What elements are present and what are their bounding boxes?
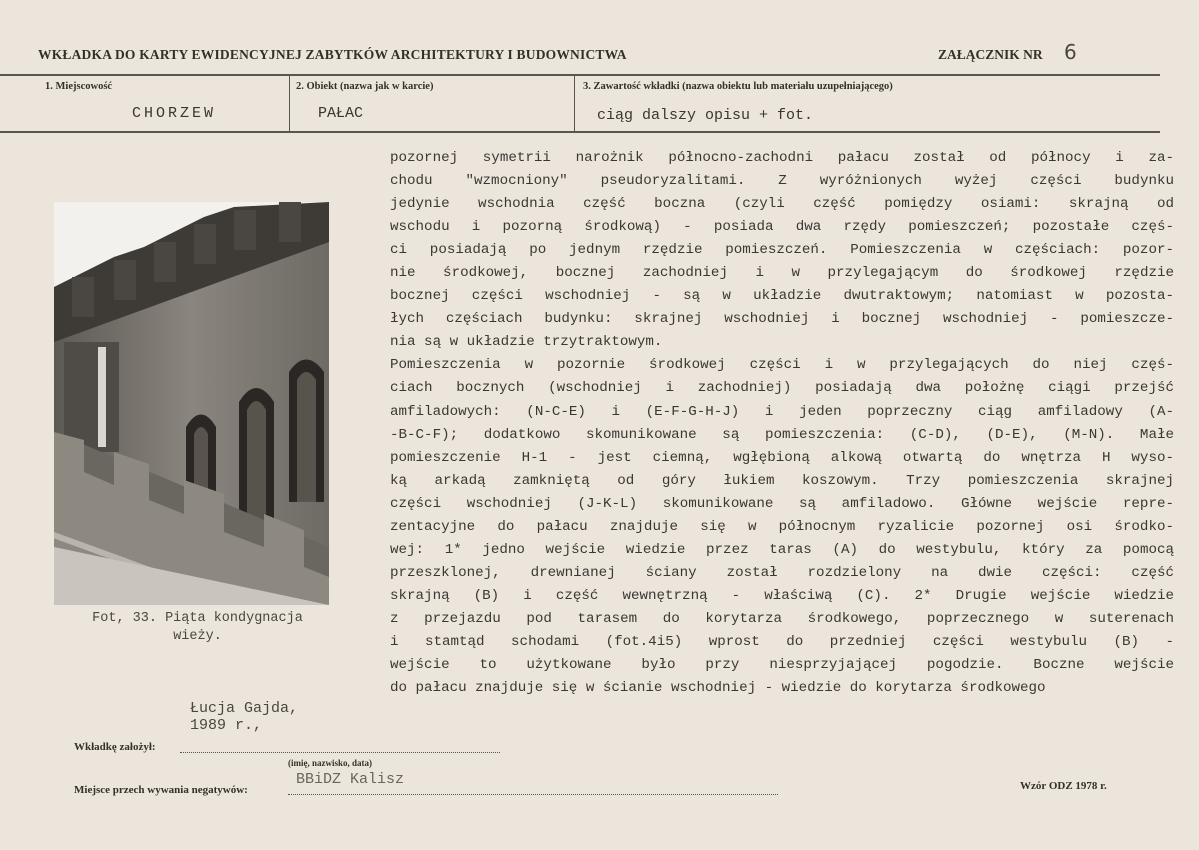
signature — [190, 700, 298, 734]
form-version-label: Wzór ODZ 1978 r. — [1020, 780, 1107, 792]
body-line: wschodu i pozorną środkową) - posiada dwa rzędy pomieszczeń; pozostałe częś- — [390, 219, 1174, 236]
body-line: bocznej części wschodniej - są w układzie dwutraktowym; natomiast w pozosta- — [390, 288, 1174, 305]
object-label: 2. Obiekt (nazwa jak w karcie) — [296, 81, 434, 92]
body-line: -B-C-F); dodatkowo skomunikowane są pomieszczenia: (C-D), (D-E), (M-N). Małe — [390, 426, 1174, 443]
negatives-label: Miejsce przech wywania negatywów: — [74, 784, 248, 796]
body-line: pomieszczenie H-1 - jest ciemną, wgłębioną alkową otwartą do wnętrza H wyso- — [390, 449, 1174, 466]
annex-number: 6 — [1064, 40, 1077, 64]
body-line: skrajną (B) i część wewnętrzną - właściwą (C). 2* Drugie wejście wiedzie — [390, 587, 1174, 604]
created-by-line — [180, 752, 500, 753]
body-line: ci posiadają po jednym rzędzie pomieszczeń. Pomieszczenia w częściach: pozor- — [390, 242, 1174, 259]
body-line: zentacyjne do pałacu znajduje się w północnym ryzalicie pozornej osi środko- — [390, 518, 1174, 535]
body-line: do pałacu znajduje się w ścianie wschodniej - wiedzie do korytarza środkowego — [390, 680, 1046, 697]
locality-label: 1. Miejscowość — [45, 81, 113, 92]
header-bottom-rule — [0, 131, 1160, 133]
tower-photo — [54, 202, 329, 605]
body-line: amfiladowych: (N-C-E) i (E-F-G-H-J) i jeden poprzeczny ciąg amfiladowy (A- — [390, 403, 1174, 420]
body-line: ką arkadą zamkniętą od góry łukiem koszowym. Trzy pomieszczenia skrajnej — [390, 472, 1174, 489]
body-line: jedynie wschodnia część boczna (czyli część pomiędzy osiami: skrajną od — [390, 196, 1174, 213]
body-line: ciach bocznych (wschodniej i zachodniej) posiadają dwa położnę ciągi przejść — [390, 380, 1174, 397]
tower-photo-image — [54, 202, 329, 605]
created-by-label: Wkładkę założył: — [74, 741, 156, 753]
annex-label: ZAŁĄCZNIK NR — [938, 47, 1043, 62]
body-line: wejście to użytkowane było przy niesprzyjającej pogodzie. Boczne wejście — [390, 657, 1174, 674]
body-line: części wschodniej (J-K-L) skomunikowane są amfiladowo. Główne wejście repre- — [390, 495, 1174, 512]
field-divider-2 — [574, 75, 575, 131]
body-line: i stamtąd schodami (fot.4i5) wprost do przedniej części westybulu (B) - — [390, 633, 1174, 650]
document-title: WKŁADKA DO KARTY EWIDENCYJNEJ ZABYTKÓW ARCHITEKTURY I BUDOWNICTWA — [38, 47, 627, 62]
created-by-hint: (imię, nazwisko, data) — [288, 758, 372, 768]
body-line: przeszklonej, drewnianej ściany został rozdzielony na dwie części: część — [390, 564, 1174, 581]
signature-name: Łucja Gajda, — [190, 700, 299, 717]
contents-value: ciąg dalszy opisu + fot. — [597, 107, 814, 124]
negatives-value: BBiDZ Kalisz — [296, 771, 405, 788]
locality-value: CHORZEW — [132, 105, 217, 122]
negatives-line — [288, 794, 778, 795]
body-line: Pomieszczenia w pozornie środkowej części i w przylegających do niej częś- — [390, 357, 1174, 374]
description-body — [390, 147, 1174, 700]
photo-caption — [60, 610, 335, 646]
body-line: nie środkowej, bocznej zachodniej i w przylegającym do środkowej rzędzie — [390, 265, 1174, 282]
body-line: łych częściach budynku: skrajnej wschodniej i bocznej wschodniej - pomieszcze- — [390, 311, 1174, 328]
body-line: nia są w układzie trzytraktowym. — [390, 334, 663, 351]
signature-year: 1989 r., — [190, 717, 263, 734]
body-line: pozornej symetrii narożnik północno-zachodni pałacu został od północy i za- — [390, 150, 1174, 166]
photo-caption-line1: Fot, 33. Piąta kondygnacja — [92, 611, 303, 626]
contents-label: 3. Zawartość wkładki (nazwa obiektu lub materiału uzupełniającego) — [583, 81, 893, 92]
body-line: z przejazdu pod tarasem do korytarza środkowego, poprzecznego w suterenach — [390, 610, 1174, 627]
photo-caption-line2: wieży. — [173, 629, 222, 644]
body-line: wej: 1* jedno wejście wiedzie przez taras (A) do westybulu, który za pomocą — [390, 541, 1174, 558]
body-line: chodu "wzmocniony" pseudoryzalitami. Z wyróżnionych wyżej części budynku — [390, 173, 1174, 190]
field-divider-1 — [289, 75, 290, 131]
object-value: PAŁAC — [318, 105, 364, 122]
header-top-rule — [0, 74, 1160, 76]
